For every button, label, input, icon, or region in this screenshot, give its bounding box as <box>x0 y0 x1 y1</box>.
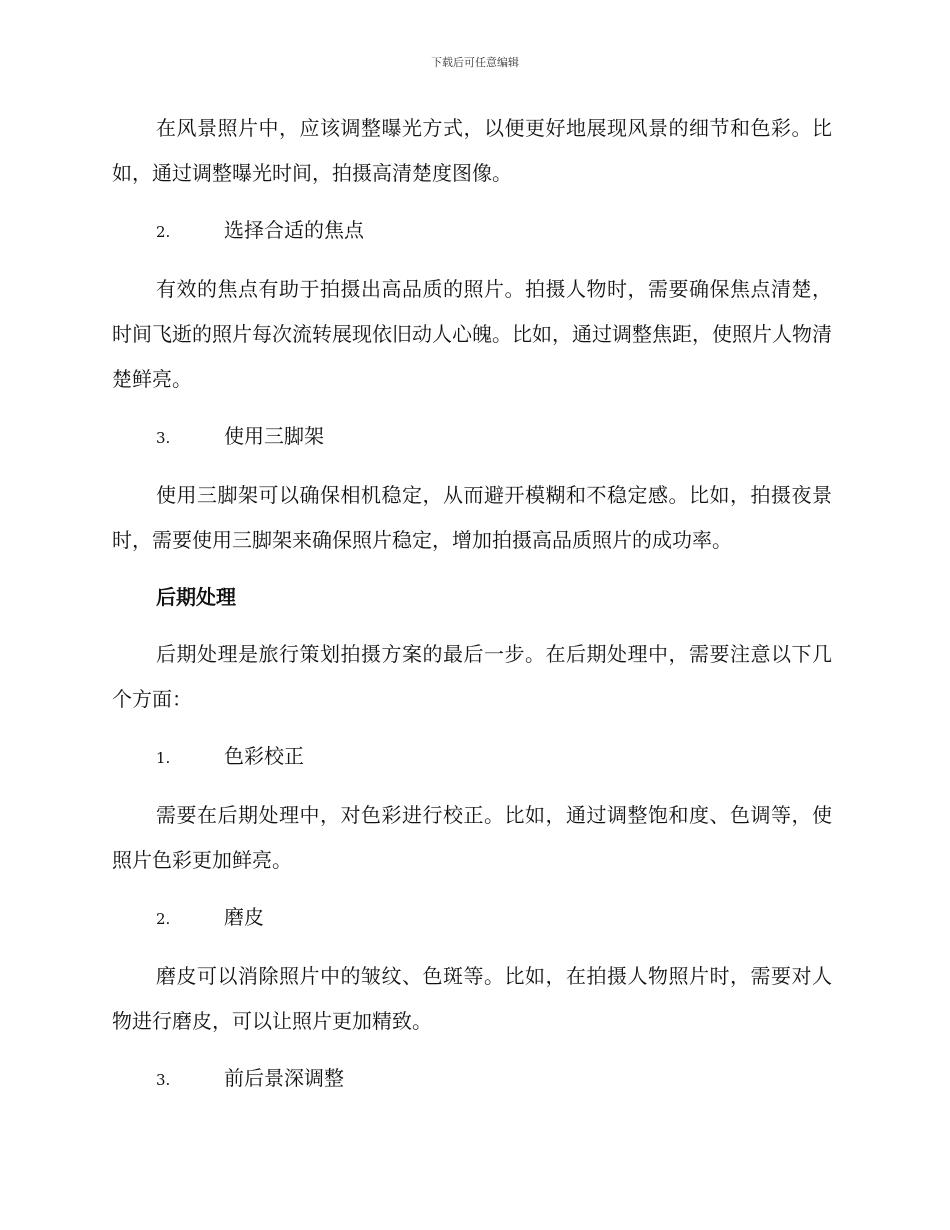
list-item-skin-smoothing <box>112 895 832 942</box>
list-item-number: 3. <box>156 1071 171 1089</box>
list-item-number: 3. <box>156 429 171 447</box>
paragraph-exposure: 在风景照片中，应该调整曝光方式，以便更好地展现风景的细节和色彩。比如，通过调整曝光时间，拍摄高清楚度图像。 <box>112 116 832 185</box>
paragraph-focus: 有效的焦点有助于拍摄出高品质的照片。拍摄人物时，需要确保焦点清楚，时间飞逝的照片每次流转展现依旧动人心魄。比如，通过调整焦距，使照片人物清楚鲜亮。 <box>112 277 832 391</box>
document-body <box>112 106 832 1115</box>
list-item-depth-of-field <box>112 1056 832 1103</box>
list-item-focus <box>112 208 832 255</box>
paragraph-tripod: 使用三脚架可以确保相机稳定，从而避开模糊和不稳定感。比如，拍摄夜景时，需要使用三脚架来确保照片稳定，增加拍摄高品质照片的成功率。 <box>112 483 832 552</box>
list-item-title: 磨皮 <box>224 905 264 929</box>
paragraph-skin-smoothing: 磨皮可以消除照片中的皱纹、色斑等。比如，在拍摄人物照片时，需要对人物进行磨皮，可以让照片更加精致。 <box>112 964 832 1033</box>
paragraph-post-processing-intro: 后期处理是旅行策划拍摄方案的最后一步。在后期处理中，需要注意以下几个方面： <box>112 642 832 711</box>
list-item-tripod <box>112 414 832 461</box>
list-item-color-correction <box>112 734 832 781</box>
list-item-title: 使用三脚架 <box>224 424 324 448</box>
list-item-number: 2. <box>156 910 171 928</box>
list-item-title: 选择合适的焦点 <box>224 218 364 242</box>
list-item-title: 前后景深调整 <box>224 1066 344 1090</box>
paragraph-color-correction: 需要在后期处理中，对色彩进行校正。比如，通过调整饱和度、色调等，使照片色彩更加鲜亮。 <box>112 803 832 872</box>
page-header: 下载后可任意编辑 <box>431 56 519 69</box>
list-item-title: 色彩校正 <box>224 744 304 768</box>
list-item-number: 2. <box>156 223 171 241</box>
section-heading-post-processing: 后期处理 <box>156 585 236 609</box>
list-item-number: 1. <box>156 749 171 767</box>
